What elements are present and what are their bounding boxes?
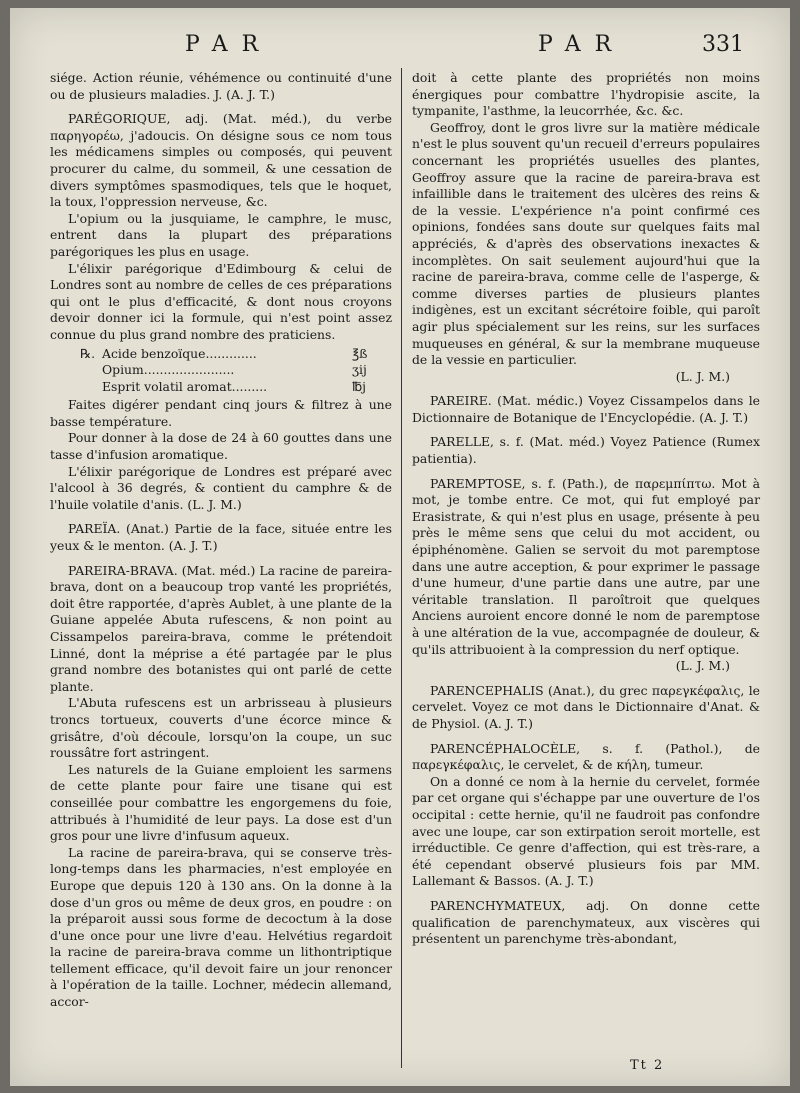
- paragraph: L'Abuta rufescens est un arbrisseau à plusieurs troncs tortueux, couverts d'une écorce mince & grisâtre, d'où découle, lorsqu'on la coupe, un suc roussâtre fort astringent.: [50, 695, 392, 761]
- left-column: [50, 70, 392, 1011]
- dictionary-entry: PARÉGORIQUE, adj. (Mat. méd.), du verbe παρηγορέω, j'adoucis. On désigne sous ce nom tous les médicamens simples ou composés, qui peuvent procurer du calme, du sommeil, & une cessation de divers symptômes spasmodiques, tels que le hoquet, la toux, l'oppression nerveuse, &c.: [50, 111, 392, 210]
- header-left: PAR: [185, 32, 273, 57]
- dictionary-entry: PAREÏA. (Anat.) Partie de la face, située entre les yeux & le menton. (A. J. T.): [50, 521, 392, 554]
- recipe-symbol: ℞.: [80, 345, 96, 361]
- recipe-line: [80, 362, 392, 379]
- author-signature: (L. J. M.): [675, 368, 730, 384]
- signature-mark: Tt 2: [630, 1058, 665, 1073]
- paragraph: siége. Action réunie, véhémence ou continuité d'une ou de plusieurs maladies. J. (A. J. T.): [50, 70, 392, 102]
- paragraph: L'élixir parégorique d'Edimbourg & celui de Londres sont au nombre de celles de ces préparations qui ont le plus d'efficacité, & dont nous croyons devoir donner ici la formule, qui n'est point assez connue du plus grand nombre des praticiens.: [50, 260, 392, 342]
- recipe-quantity: ℥ß: [352, 345, 368, 361]
- paragraph: Pour donner à la dose de 24 à 60 gouttes dans une tasse d'infusion aromatique.: [50, 430, 392, 463]
- recipe-line: [80, 379, 392, 396]
- dictionary-entry: PARENCÉPHALOCÈLE, s. f. (Pathol.), de παρεγκέφαλις, le cervelet, & de κήλη, tumeur.: [412, 740, 760, 773]
- dictionary-entry: PAREIRE. (Mat. médic.) Voyez Cissampelos dans le Dictionnaire de Botanique de l'Encyclopédie. (A. J. T.): [412, 393, 760, 425]
- paragraph: La racine de pareira-brava, qui se conserve très-long-temps dans les pharmacies, n'est employée en Europe que depuis 120 à 130 ans. On la donne à la dose d'un gros ou même de deux gros, en poudre : on la préparoit aussi sous forme de decoctum à la dose d'une once pour une livre d'eau. Helvétius regardoit la racine de pareira-brava comme un lithontriptique tellement efficace, qu'il devoit faire un jour renoncer à l'opération de la taille. Lochner, médecin allemand, accor-: [50, 844, 392, 1010]
- dictionary-entry: PAREIRA-BRAVA. (Mat. méd.) La racine de pareira-brava, dont on a beaucoup trop vanté les propriétés, doit être rapportée, d'après Aublet, à une plante de la Guiane appelée Abuta rufescens, & non point au Cissampelos pareira-brava, comme le prétendoit Linné, dont la méprise a été partagée par le plus grand nombre des botanistes qui ont parlé de cette plante.: [50, 562, 392, 694]
- recipe-symbol: [80, 379, 102, 396]
- author-signature: (L. J. M.): [675, 658, 730, 674]
- dictionary-entry: PAREMPTOSE, s. f. (Path.), de παρεμπίπτω. Mot à mot, je tombe entre. Ce mot, qui fut employé par Erasistrate, & qui n'est plus en usage, présente à peu près le même sens que celui du mot accident, ou épiphénomène. Galien se servoit du mot paremptose dans une autre acception, & pour exprimer le passage d'une humeur, d'une partie dans une autre, par une véritable translation. Il paroîtroit que quelques Anciens auroient encore donné le nom de paremptose à une altération de la vue, accompagnée de douleur, & qu'ils attribuoient à la compression du nerf optique.: [412, 475, 760, 657]
- running-header: [10, 28, 790, 68]
- recipe-formula: [80, 346, 392, 396]
- paragraph: L'opium ou la jusquiame, le camphre, le musc, entrent dans la plupart des préparations parégoriques les plus en usage.: [50, 210, 392, 259]
- page-number: 331: [702, 32, 744, 57]
- right-column: [412, 70, 760, 948]
- paragraph: Faites digérer pendant cinq jours & filtrez à une basse température.: [50, 397, 392, 429]
- recipe-ingredient: Opium.......................: [102, 362, 235, 378]
- paragraph: doit à cette plante des propriétés non moins énergiques pour combattre l'hydropisie ascite, la tympanite, l'asthme, la leucorrhée, &c. &c.: [412, 70, 760, 119]
- recipe-ingredient: Acide benzoïque.............: [102, 345, 257, 361]
- paragraph: Les naturels de la Guiane emploient les sarmens de cette plante pour faire une tisane qui est conseillée pour combattre les engorgemens du foie, attribués à l'humidité de leur pays. La dose est d'un gros pour une livre d'infusum aqueux.: [50, 761, 392, 844]
- paragraph: L'élixir parégorique de Londres est préparé avec l'alcool à 36 degrés, & contient du camphre & de l'huile volatile d'anis. (L. J. M.): [50, 463, 392, 512]
- header-right: PAR: [538, 32, 626, 57]
- recipe-quantity: ℔j: [352, 378, 366, 394]
- recipe-quantity: ʒij: [352, 362, 367, 378]
- paragraph: Geoffroy, dont le gros livre sur la matière médicale n'est le plus souvent qu'un recueil d'erreurs populaires concernant les propriétés usuelles des plantes, Geoffroy assure que la racine de pareira-brava est infaillible dans le traitement des ulcères des reins & de la vessie. L'expérience n'a point confirmé ces opinions, fondées sans doute sur quelques faits mal appréciés, & d'après des observations inexactes & incomplètes. On sait seulement aujourd'hui que la racine de pareira-brava, comme celle de l'asperge, & comme diverses parties de plusieurs plantes indigènes, est un excitant sécrétoire foible, qui paroît agir plus spécialement sur les reins, sur les surfaces muqueuses en général, & sur la membrane muqueuse de la vessie en particulier.: [412, 119, 760, 368]
- column-divider: [401, 68, 402, 1068]
- paragraph: On a donné ce nom à la hernie du cervelet, formée par cet organe qui s'échappe par une ouverture de l'os occipital : cette hernie, qu'il ne faudroit pas confondre avec une loupe, car son extirpation seroit mortelle, est irréductible. Ce genre d'affection, qui est très-rare, a été cependant observé plusieurs fois par MM. Lallemant & Bassos. (A. J. T.): [412, 773, 760, 889]
- recipe-line: [80, 346, 392, 363]
- recipe-symbol: [80, 362, 102, 379]
- dictionary-entry: PARENCEPHALIS (Anat.), du grec παρεγκέφαλις, le cervelet. Voyez ce mot dans le Dictionnaire d'Anat. & de Physiol. (A. J. T.): [412, 682, 760, 731]
- dictionary-entry: PARENCHYMATEUX, adj. On donne cette qualification de parenchymateux, aux viscères qui présentent un parenchyme très-abondant,: [412, 897, 760, 947]
- book-page: [10, 8, 790, 1086]
- recipe-ingredient: Esprit volatil aromat.........: [102, 378, 268, 394]
- dictionary-entry: PARELLE, s. f. (Mat. méd.) Voyez Patience (Rumex patientia).: [412, 434, 760, 467]
